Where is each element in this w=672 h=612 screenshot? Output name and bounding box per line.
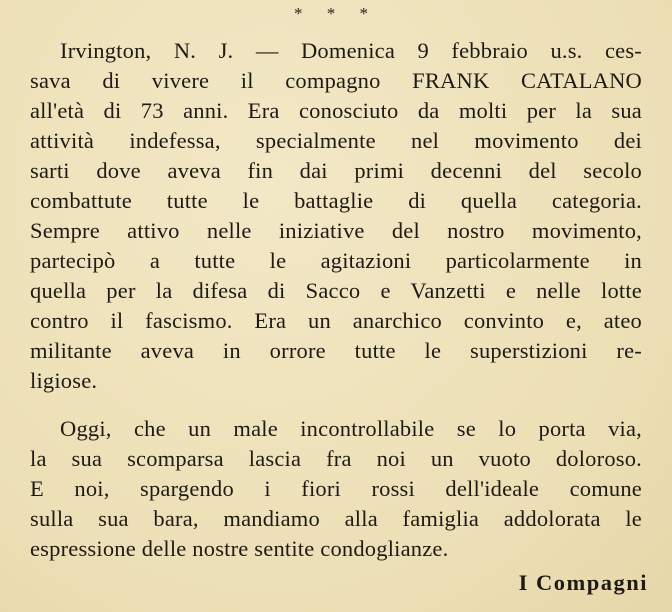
text-line: Sempre attivo nelle iniziative del nostro movimento, (30, 218, 642, 243)
text-line: espressione delle nostre sentite condoglianze. (30, 536, 449, 561)
text-line: combattute tutte le battaglie di quella categoria. (30, 188, 642, 213)
text-line: sava di vivere il compagno FRANK CATALANO (30, 68, 642, 93)
text-line: contro il fascismo. Era un anarchico convinto e, ateo (30, 308, 642, 333)
text-line: militante aveva in orrore tutte le superstizioni re- (30, 338, 642, 363)
text-line: Oggi, che un male incontrollabile se lo porta via, (60, 416, 642, 441)
text-line: quella per la difesa di Sacco e Vanzetti e nelle lotte (30, 278, 642, 303)
text-line: sulla sua bara, mandiamo alla famiglia addolorata le (30, 506, 642, 531)
text-line: partecipò a tutte le agitazioni particolarmente in (30, 248, 642, 273)
signature: I Compagni (518, 570, 648, 595)
text-line: Irvington, N. J. — Domenica 9 febbraio u.s. ces- (60, 38, 642, 63)
text-line: E noi, spargendo i fiori rossi dell'ideale comune (30, 476, 642, 501)
section-ornament: * * * (294, 4, 378, 23)
text-line: la sua scomparsa lascia fra noi un vuoto doloroso. (30, 446, 642, 471)
text-line: ligiose. (30, 368, 98, 393)
text-line: attività indefessa, specialmente nel movimento dei (30, 128, 642, 153)
text-line: all'età di 73 anni. Era conosciuto da molti per la sua (30, 98, 642, 123)
text-line: sarti dove aveva fin dai primi decenni del secolo (30, 158, 642, 183)
